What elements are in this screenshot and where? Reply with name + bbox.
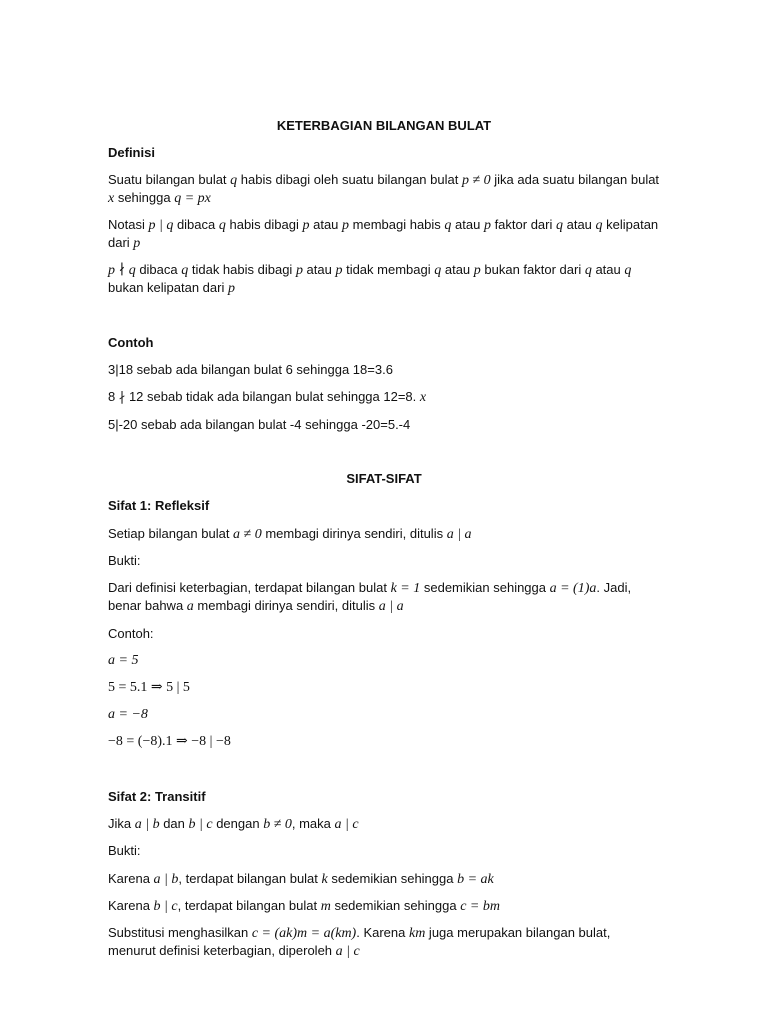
definisi-heading: Definisi [108,145,155,160]
sifat-1-contoh-label: Contoh: [108,626,154,641]
contoh-heading: Contoh [108,335,154,350]
contoh-line-3: 5|-20 sebab ada bilangan bulat -4 sehingga -20=5.-4 [108,417,411,432]
sifat-1-example-2: 5 = 5.1 ⇒ 5 | 5 [108,680,190,695]
contoh-line-1: 3|18 sebab ada bilangan bulat 6 sehingga 18=3.6 [108,362,393,377]
sifat-2-proof-line-2: Karena b | c, terdapat bilangan bulat m sedemikian sehingga c = bm [108,898,500,914]
sifat-2-bukti-label: Bukti: [108,843,141,858]
sifat-2-proof-line-1: Karena a | b, terdapat bilangan bulat k sedemikian sehingga b = ak [108,871,494,887]
sifat-1-proof-line-1: Dari definisi keterbagian, terdapat bilangan bulat k = 1 sedemikian sehingga a = (1)a. Jadi, [108,580,632,596]
notasi-line-2: dari p [108,235,141,251]
sifat-1-proof-line-2: benar bahwa a membagi dirinya sendiri, ditulis a | a [108,598,404,614]
sifat-2-title: Sifat 2: Transitif [108,789,206,804]
sifat-2-statement: Jika a | b dan b | c dengan b ≠ 0, maka a | c [108,816,359,832]
sifat-1-statement: Setiap bilangan bulat a ≠ 0 membagi dirinya sendiri, ditulis a | a [108,526,472,542]
sifat-1-bukti-label: Bukti: [108,553,141,568]
sifat-1-example-1: a = 5 [108,653,139,668]
sifat-1-example-4: −8 = (−8).1 ⇒ −8 | −8 [108,734,231,749]
sifat-heading: SIFAT-SIFAT [346,471,422,486]
sifat-2-proof-line-4: menurut definisi keterbagian, diperoleh a | c [108,943,360,959]
tidak-line-1: p ∤ q dibaca q tidak habis dibagi p atau p tidak membagi q atau p bukan faktor dari q atau q [108,262,632,278]
definisi-line-1: Suatu bilangan bulat q habis dibagi oleh suatu bilangan bulat p ≠ 0 jika ada suatu bilangan bulat [108,172,660,188]
contoh-line-2: 8 ∤ 12 sebab tidak ada bilangan bulat sehingga 12=8. x [108,389,427,405]
page-title: KETERBAGIAN BILANGAN BULAT [276,118,492,133]
sifat-1-example-3: a = −8 [108,707,148,722]
definisi-line-2: x sehingga q = px [108,190,211,206]
tidak-line-2: bukan kelipatan dari p [108,280,235,296]
sifat-1-title: Sifat 1: Refleksif [108,498,210,513]
sifat-2-proof-line-3: Substitusi menghasilkan c = (ak)m = a(km). Karena km juga merupakan bilangan bulat, [108,925,611,941]
notasi-line-1: Notasi p | q dibaca q habis dibagi p atau p membagi habis q atau p faktor dari q atau q kelipatan [108,217,659,233]
